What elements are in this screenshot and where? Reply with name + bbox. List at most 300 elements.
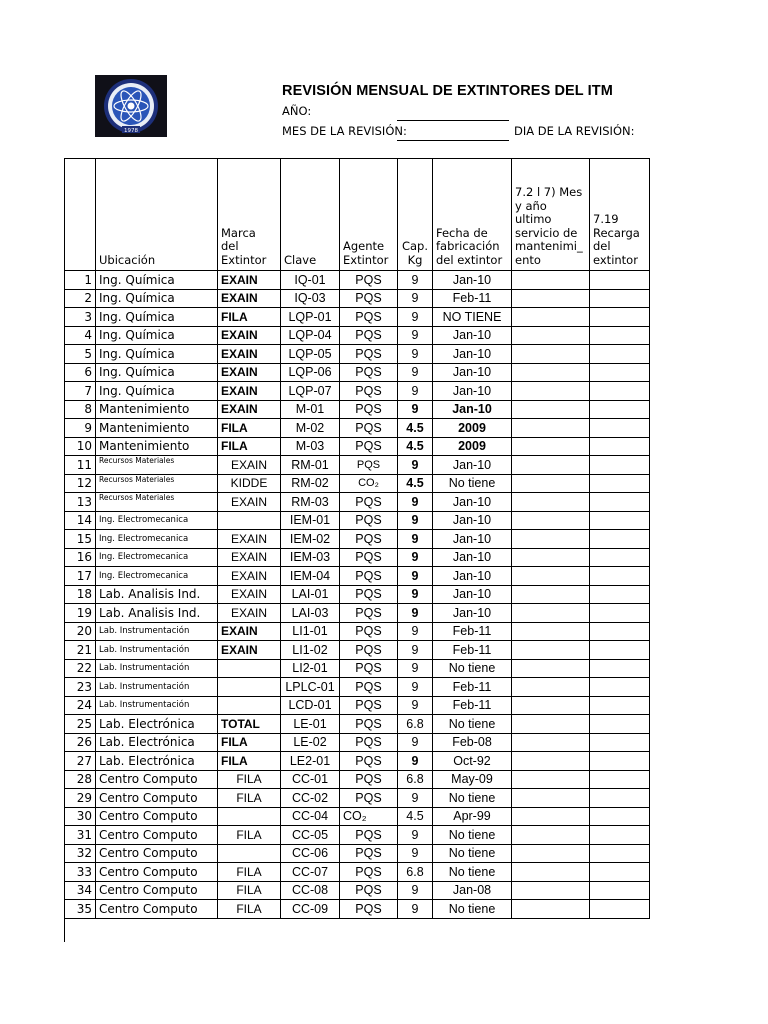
cell-cap: 9 bbox=[398, 881, 433, 900]
table-row bbox=[65, 400, 650, 419]
cell-agente: PQS bbox=[340, 326, 398, 345]
table-row bbox=[65, 733, 650, 752]
row-number: 33 bbox=[65, 863, 96, 882]
table-row bbox=[65, 511, 650, 530]
cell-recarga[interactable] bbox=[590, 474, 650, 493]
table-row bbox=[65, 326, 650, 345]
table-row bbox=[65, 437, 650, 456]
cell-fecha: Jan-10 bbox=[433, 456, 512, 475]
row-number: 24 bbox=[65, 696, 96, 715]
cell-fecha: Feb-11 bbox=[433, 622, 512, 641]
cell-cap: 9 bbox=[398, 382, 433, 401]
cell-servicio[interactable] bbox=[512, 585, 590, 604]
cell-marca: FILA bbox=[218, 308, 281, 327]
cell-clave: M-01 bbox=[281, 400, 340, 419]
table-row bbox=[65, 715, 650, 734]
table-body bbox=[65, 271, 650, 919]
cell-recarga[interactable] bbox=[590, 622, 650, 641]
cell-servicio[interactable] bbox=[512, 345, 590, 364]
cell-recarga[interactable] bbox=[590, 678, 650, 697]
cell-ubicacion: Centro Computo bbox=[96, 807, 218, 826]
cell-recarga[interactable] bbox=[590, 289, 650, 308]
cell-servicio[interactable] bbox=[512, 308, 590, 327]
cell-fecha: May-09 bbox=[433, 770, 512, 789]
cell-agente: PQS bbox=[340, 622, 398, 641]
cell-recarga[interactable] bbox=[590, 530, 650, 549]
cell-clave: LE-02 bbox=[281, 733, 340, 752]
row-number: 26 bbox=[65, 733, 96, 752]
cell-ubicacion: Centro Computo bbox=[96, 770, 218, 789]
cell-clave: CC-04 bbox=[281, 807, 340, 826]
cell-servicio[interactable] bbox=[512, 271, 590, 290]
cell-fecha: Apr-99 bbox=[433, 807, 512, 826]
cell-agente: CO₂ bbox=[340, 474, 398, 493]
cell-servicio[interactable] bbox=[512, 530, 590, 549]
row-number: 9 bbox=[65, 419, 96, 438]
table-row bbox=[65, 567, 650, 586]
cell-ubicacion: Centro Computo bbox=[96, 881, 218, 900]
cell-clave: CC-07 bbox=[281, 863, 340, 882]
cell-cap: 9 bbox=[398, 900, 433, 919]
cell-servicio[interactable] bbox=[512, 789, 590, 808]
cell-marca bbox=[218, 807, 281, 826]
cell-agente: PQS bbox=[340, 844, 398, 863]
cell-recarga[interactable] bbox=[590, 659, 650, 678]
cell-recarga[interactable] bbox=[590, 881, 650, 900]
cell-ubicacion: Mantenimiento bbox=[96, 400, 218, 419]
row-number: 5 bbox=[65, 345, 96, 364]
cell-marca: EXAIN bbox=[218, 456, 281, 475]
cell-marca: FILA bbox=[218, 826, 281, 845]
cell-marca: EXAIN bbox=[218, 382, 281, 401]
cell-marca: FILA bbox=[218, 733, 281, 752]
cell-marca bbox=[218, 678, 281, 697]
cell-ubicacion: Ing. Química bbox=[96, 308, 218, 327]
table-row bbox=[65, 382, 650, 401]
cell-servicio[interactable] bbox=[512, 807, 590, 826]
row-number: 3 bbox=[65, 308, 96, 327]
cell-marca: KIDDE bbox=[218, 474, 281, 493]
table-row bbox=[65, 308, 650, 327]
row-number: 19 bbox=[65, 604, 96, 623]
cell-ubicacion: Ing. Electromecanica bbox=[96, 567, 218, 586]
dia-label: DIA DE LA REVISIÓN: bbox=[514, 124, 635, 138]
cell-recarga[interactable] bbox=[590, 844, 650, 863]
row-number: 29 bbox=[65, 789, 96, 808]
cell-clave: CC-05 bbox=[281, 826, 340, 845]
cell-ubicacion: Lab. Electrónica bbox=[96, 752, 218, 771]
extinguisher-table bbox=[64, 158, 650, 919]
cell-servicio[interactable] bbox=[512, 326, 590, 345]
document-title: REVISIÓN MENSUAL DE EXTINTORES DEL ITM bbox=[282, 83, 613, 99]
seal-icon bbox=[95, 75, 167, 137]
cell-marca: EXAIN bbox=[218, 622, 281, 641]
cell-ubicacion: Lab. Electrónica bbox=[96, 715, 218, 734]
cell-cap: 4.5 bbox=[398, 807, 433, 826]
cell-recarga[interactable] bbox=[590, 770, 650, 789]
row-number: 15 bbox=[65, 530, 96, 549]
table-row bbox=[65, 271, 650, 290]
cell-recarga[interactable] bbox=[590, 363, 650, 382]
cell-servicio[interactable] bbox=[512, 863, 590, 882]
cell-recarga[interactable] bbox=[590, 548, 650, 567]
cell-recarga[interactable] bbox=[590, 641, 650, 660]
cell-cap: 9 bbox=[398, 548, 433, 567]
cell-clave: IEM-04 bbox=[281, 567, 340, 586]
cell-marca: EXAIN bbox=[218, 604, 281, 623]
cell-agente: PQS bbox=[340, 863, 398, 882]
col-marca: Marca del Extintor bbox=[218, 159, 281, 271]
cell-ubicacion: Ing. Química bbox=[96, 326, 218, 345]
row-number: 11 bbox=[65, 456, 96, 475]
cell-clave: LQP-01 bbox=[281, 308, 340, 327]
itm-logo bbox=[95, 75, 167, 137]
cell-servicio[interactable] bbox=[512, 400, 590, 419]
table-row bbox=[65, 789, 650, 808]
row-number: 16 bbox=[65, 548, 96, 567]
cell-clave: RM-02 bbox=[281, 474, 340, 493]
cell-recarga[interactable] bbox=[590, 715, 650, 734]
row-number: 31 bbox=[65, 826, 96, 845]
row-number: 17 bbox=[65, 567, 96, 586]
cell-cap: 9 bbox=[398, 289, 433, 308]
row-number: 4 bbox=[65, 326, 96, 345]
cell-ubicacion: Ing. Química bbox=[96, 345, 218, 364]
cell-marca: EXAIN bbox=[218, 548, 281, 567]
cell-fecha: No tiene bbox=[433, 863, 512, 882]
row-number: 28 bbox=[65, 770, 96, 789]
cell-recarga[interactable] bbox=[590, 437, 650, 456]
row-number: 20 bbox=[65, 622, 96, 641]
row-number: 12 bbox=[65, 474, 96, 493]
cell-fecha: Jan-10 bbox=[433, 548, 512, 567]
cell-recarga[interactable] bbox=[590, 863, 650, 882]
cell-fecha: Jan-10 bbox=[433, 530, 512, 549]
cell-marca bbox=[218, 696, 281, 715]
cell-servicio[interactable] bbox=[512, 493, 590, 512]
cell-marca: FILA bbox=[218, 789, 281, 808]
cell-clave: LI1-02 bbox=[281, 641, 340, 660]
cell-servicio[interactable] bbox=[512, 752, 590, 771]
cell-cap: 9 bbox=[398, 345, 433, 364]
cell-servicio[interactable] bbox=[512, 696, 590, 715]
cell-marca: EXAIN bbox=[218, 326, 281, 345]
cell-clave: RM-01 bbox=[281, 456, 340, 475]
cell-recarga[interactable] bbox=[590, 826, 650, 845]
row-number: 25 bbox=[65, 715, 96, 734]
cell-cap: 4.5 bbox=[398, 419, 433, 438]
cell-servicio[interactable] bbox=[512, 770, 590, 789]
cell-servicio[interactable] bbox=[512, 567, 590, 586]
cell-recarga[interactable] bbox=[590, 752, 650, 771]
row-number: 34 bbox=[65, 881, 96, 900]
cell-cap: 9 bbox=[398, 826, 433, 845]
cell-servicio[interactable] bbox=[512, 419, 590, 438]
col-clave: Clave bbox=[281, 159, 340, 271]
cell-fecha: No tiene bbox=[433, 474, 512, 493]
cell-recarga[interactable] bbox=[590, 696, 650, 715]
cell-fecha: Feb-11 bbox=[433, 678, 512, 697]
row-number: 22 bbox=[65, 659, 96, 678]
cell-servicio[interactable] bbox=[512, 363, 590, 382]
cell-agente: PQS bbox=[340, 382, 398, 401]
logo-year: 1978 bbox=[124, 128, 138, 134]
cell-fecha: Jan-10 bbox=[433, 511, 512, 530]
cell-fecha: Jan-10 bbox=[433, 271, 512, 290]
cell-servicio[interactable] bbox=[512, 604, 590, 623]
cell-fecha: Jan-10 bbox=[433, 382, 512, 401]
cell-agente: PQS bbox=[340, 271, 398, 290]
table-row bbox=[65, 548, 650, 567]
cell-fecha: Feb-11 bbox=[433, 696, 512, 715]
table-row bbox=[65, 696, 650, 715]
cell-recarga[interactable] bbox=[590, 271, 650, 290]
row-number: 32 bbox=[65, 844, 96, 863]
cell-ubicacion: Recursos Materiales bbox=[96, 456, 218, 475]
cell-ubicacion: Lab. Analisis Ind. bbox=[96, 604, 218, 623]
cell-clave: LI1-01 bbox=[281, 622, 340, 641]
cell-servicio[interactable] bbox=[512, 844, 590, 863]
cell-clave: LQP-04 bbox=[281, 326, 340, 345]
cell-cap: 9 bbox=[398, 567, 433, 586]
cell-agente: PQS bbox=[340, 400, 398, 419]
cell-cap: 9 bbox=[398, 641, 433, 660]
cell-ubicacion: Ing. Química bbox=[96, 363, 218, 382]
cell-servicio[interactable] bbox=[512, 900, 590, 919]
cell-servicio[interactable] bbox=[512, 659, 590, 678]
cell-servicio[interactable] bbox=[512, 382, 590, 401]
cell-servicio[interactable] bbox=[512, 641, 590, 660]
cell-agente: PQS bbox=[340, 604, 398, 623]
cell-ubicacion: Ing. Química bbox=[96, 382, 218, 401]
table-row bbox=[65, 456, 650, 475]
mes-label: MES DE LA REVISIÓN: bbox=[282, 124, 407, 138]
cell-marca: EXAIN bbox=[218, 400, 281, 419]
cell-fecha: Jan-10 bbox=[433, 363, 512, 382]
cell-servicio[interactable] bbox=[512, 289, 590, 308]
cell-recarga[interactable] bbox=[590, 308, 650, 327]
row-number: 18 bbox=[65, 585, 96, 604]
cell-recarga[interactable] bbox=[590, 419, 650, 438]
cell-cap: 6.8 bbox=[398, 863, 433, 882]
cell-clave: LE2-01 bbox=[281, 752, 340, 771]
cell-cap: 9 bbox=[398, 789, 433, 808]
cell-marca: EXAIN bbox=[218, 493, 281, 512]
cell-recarga[interactable] bbox=[590, 326, 650, 345]
table-row bbox=[65, 345, 650, 364]
cell-agente: PQS bbox=[340, 308, 398, 327]
cell-ubicacion: Recursos Materiales bbox=[96, 474, 218, 493]
cell-fecha: Jan-10 bbox=[433, 567, 512, 586]
table-row bbox=[65, 807, 650, 826]
cell-recarga[interactable] bbox=[590, 400, 650, 419]
table-row bbox=[65, 770, 650, 789]
cell-cap: 9 bbox=[398, 659, 433, 678]
anio-blank-line[interactable] bbox=[397, 120, 509, 121]
cell-fecha: NO TIENE bbox=[433, 308, 512, 327]
cell-clave: LCD-01 bbox=[281, 696, 340, 715]
cell-recarga[interactable] bbox=[590, 511, 650, 530]
cell-servicio[interactable] bbox=[512, 881, 590, 900]
cell-fecha: Feb-08 bbox=[433, 733, 512, 752]
table-row bbox=[65, 844, 650, 863]
cell-clave: LPLC-01 bbox=[281, 678, 340, 697]
cell-agente: PQS bbox=[340, 567, 398, 586]
cell-clave: LQP-05 bbox=[281, 345, 340, 364]
cell-fecha: Feb-11 bbox=[433, 289, 512, 308]
row-number: 21 bbox=[65, 641, 96, 660]
cell-agente: PQS bbox=[340, 715, 398, 734]
cell-ubicacion: Lab. Instrumentación bbox=[96, 622, 218, 641]
cell-servicio[interactable] bbox=[512, 456, 590, 475]
cell-cap: 9 bbox=[398, 678, 433, 697]
row-number: 7 bbox=[65, 382, 96, 401]
cell-servicio[interactable] bbox=[512, 826, 590, 845]
col-recarga: 7.19 Recarga del extintor bbox=[590, 159, 650, 271]
cell-servicio[interactable] bbox=[512, 715, 590, 734]
cell-agente: PQS bbox=[340, 456, 398, 475]
cell-clave: M-03 bbox=[281, 437, 340, 456]
cell-agente: PQS bbox=[340, 585, 398, 604]
cell-recarga[interactable] bbox=[590, 585, 650, 604]
row-number: 30 bbox=[65, 807, 96, 826]
table-row bbox=[65, 863, 650, 882]
col-cap: Cap. Kg bbox=[398, 159, 433, 271]
cell-ubicacion: Centro Computo bbox=[96, 826, 218, 845]
cell-servicio[interactable] bbox=[512, 733, 590, 752]
cell-agente: PQS bbox=[340, 363, 398, 382]
col-agente: Agente Extintor bbox=[340, 159, 398, 271]
cell-cap: 9 bbox=[398, 400, 433, 419]
cell-clave: LQP-06 bbox=[281, 363, 340, 382]
cell-clave: LQP-07 bbox=[281, 382, 340, 401]
cell-recarga[interactable] bbox=[590, 604, 650, 623]
cell-agente: PQS bbox=[340, 733, 398, 752]
cell-fecha: No tiene bbox=[433, 826, 512, 845]
cell-ubicacion: Centro Computo bbox=[96, 789, 218, 808]
cell-servicio[interactable] bbox=[512, 437, 590, 456]
cell-agente: PQS bbox=[340, 511, 398, 530]
cell-agente: PQS bbox=[340, 345, 398, 364]
cell-marca: FILA bbox=[218, 881, 281, 900]
cell-ubicacion: Centro Computo bbox=[96, 863, 218, 882]
cell-ubicacion: Ing. Química bbox=[96, 271, 218, 290]
cell-servicio[interactable] bbox=[512, 548, 590, 567]
cell-recarga[interactable] bbox=[590, 789, 650, 808]
cell-fecha: Jan-10 bbox=[433, 345, 512, 364]
col-number bbox=[65, 159, 96, 271]
cell-marca bbox=[218, 844, 281, 863]
cell-clave: IEM-01 bbox=[281, 511, 340, 530]
cell-fecha: Oct-92 bbox=[433, 752, 512, 771]
col-fecha: Fecha de fabricación del extintor bbox=[433, 159, 512, 271]
cell-agente: PQS bbox=[340, 437, 398, 456]
table-header-row bbox=[65, 159, 650, 271]
cell-clave: LI2-01 bbox=[281, 659, 340, 678]
cell-ubicacion: Lab. Instrumentación bbox=[96, 696, 218, 715]
row-number: 1 bbox=[65, 271, 96, 290]
cell-ubicacion: Lab. Instrumentación bbox=[96, 641, 218, 660]
cell-clave: IEM-03 bbox=[281, 548, 340, 567]
cell-recarga[interactable] bbox=[590, 733, 650, 752]
cell-marca: FILA bbox=[218, 863, 281, 882]
table-row bbox=[65, 678, 650, 697]
cell-agente: PQS bbox=[340, 289, 398, 308]
cell-marca: FILA bbox=[218, 770, 281, 789]
cell-ubicacion: Ing. Electromecanica bbox=[96, 511, 218, 530]
cell-clave: IEM-02 bbox=[281, 530, 340, 549]
cell-agente: CO₂ bbox=[340, 807, 398, 826]
row-number: 10 bbox=[65, 437, 96, 456]
cell-clave: IQ-03 bbox=[281, 289, 340, 308]
cell-servicio[interactable] bbox=[512, 511, 590, 530]
row-number: 27 bbox=[65, 752, 96, 771]
cell-fecha: Feb-11 bbox=[433, 641, 512, 660]
anio-label: AÑO: bbox=[282, 104, 312, 118]
table-row bbox=[65, 585, 650, 604]
table-row bbox=[65, 659, 650, 678]
cell-recarga[interactable] bbox=[590, 567, 650, 586]
cell-recarga[interactable] bbox=[590, 493, 650, 512]
table-row bbox=[65, 493, 650, 512]
cell-cap: 9 bbox=[398, 530, 433, 549]
cell-cap: 9 bbox=[398, 844, 433, 863]
cell-servicio[interactable] bbox=[512, 678, 590, 697]
cell-clave: CC-08 bbox=[281, 881, 340, 900]
cell-clave: M-02 bbox=[281, 419, 340, 438]
cell-marca: FILA bbox=[218, 900, 281, 919]
cell-recarga[interactable] bbox=[590, 807, 650, 826]
cell-cap: 9 bbox=[398, 363, 433, 382]
cell-ubicacion: Centro Computo bbox=[96, 844, 218, 863]
row-number: 23 bbox=[65, 678, 96, 697]
cell-marca: EXAIN bbox=[218, 641, 281, 660]
cell-cap: 9 bbox=[398, 585, 433, 604]
cell-fecha: 2009 bbox=[433, 437, 512, 456]
cell-marca bbox=[218, 511, 281, 530]
cell-cap: 9 bbox=[398, 696, 433, 715]
cell-cap: 6.8 bbox=[398, 715, 433, 734]
cell-servicio[interactable] bbox=[512, 474, 590, 493]
cell-fecha: No tiene bbox=[433, 844, 512, 863]
table-row bbox=[65, 752, 650, 771]
cell-servicio[interactable] bbox=[512, 622, 590, 641]
row-number: 13 bbox=[65, 493, 96, 512]
col-servicio: 7.2 l 7) Mes y año ultimo servicio de mantenimi_ ento bbox=[512, 159, 590, 271]
cell-agente: PQS bbox=[340, 752, 398, 771]
cell-recarga[interactable] bbox=[590, 900, 650, 919]
cell-ubicacion: Lab. Instrumentación bbox=[96, 659, 218, 678]
cell-clave: LAI-01 bbox=[281, 585, 340, 604]
cell-agente: PQS bbox=[340, 641, 398, 660]
cell-agente: PQS bbox=[340, 659, 398, 678]
mes-blank-line[interactable] bbox=[397, 140, 509, 141]
row-number: 6 bbox=[65, 363, 96, 382]
cell-cap: 9 bbox=[398, 326, 433, 345]
table-row bbox=[65, 826, 650, 845]
cell-recarga[interactable] bbox=[590, 382, 650, 401]
cell-ubicacion: Mantenimiento bbox=[96, 437, 218, 456]
table-row bbox=[65, 881, 650, 900]
cell-recarga[interactable] bbox=[590, 456, 650, 475]
cell-fecha: 2009 bbox=[433, 419, 512, 438]
cell-agente: PQS bbox=[340, 789, 398, 808]
cell-agente: PQS bbox=[340, 493, 398, 512]
cell-recarga[interactable] bbox=[590, 345, 650, 364]
cell-fecha: Jan-10 bbox=[433, 400, 512, 419]
col-ubicacion: Ubicación bbox=[96, 159, 218, 271]
table-row bbox=[65, 474, 650, 493]
